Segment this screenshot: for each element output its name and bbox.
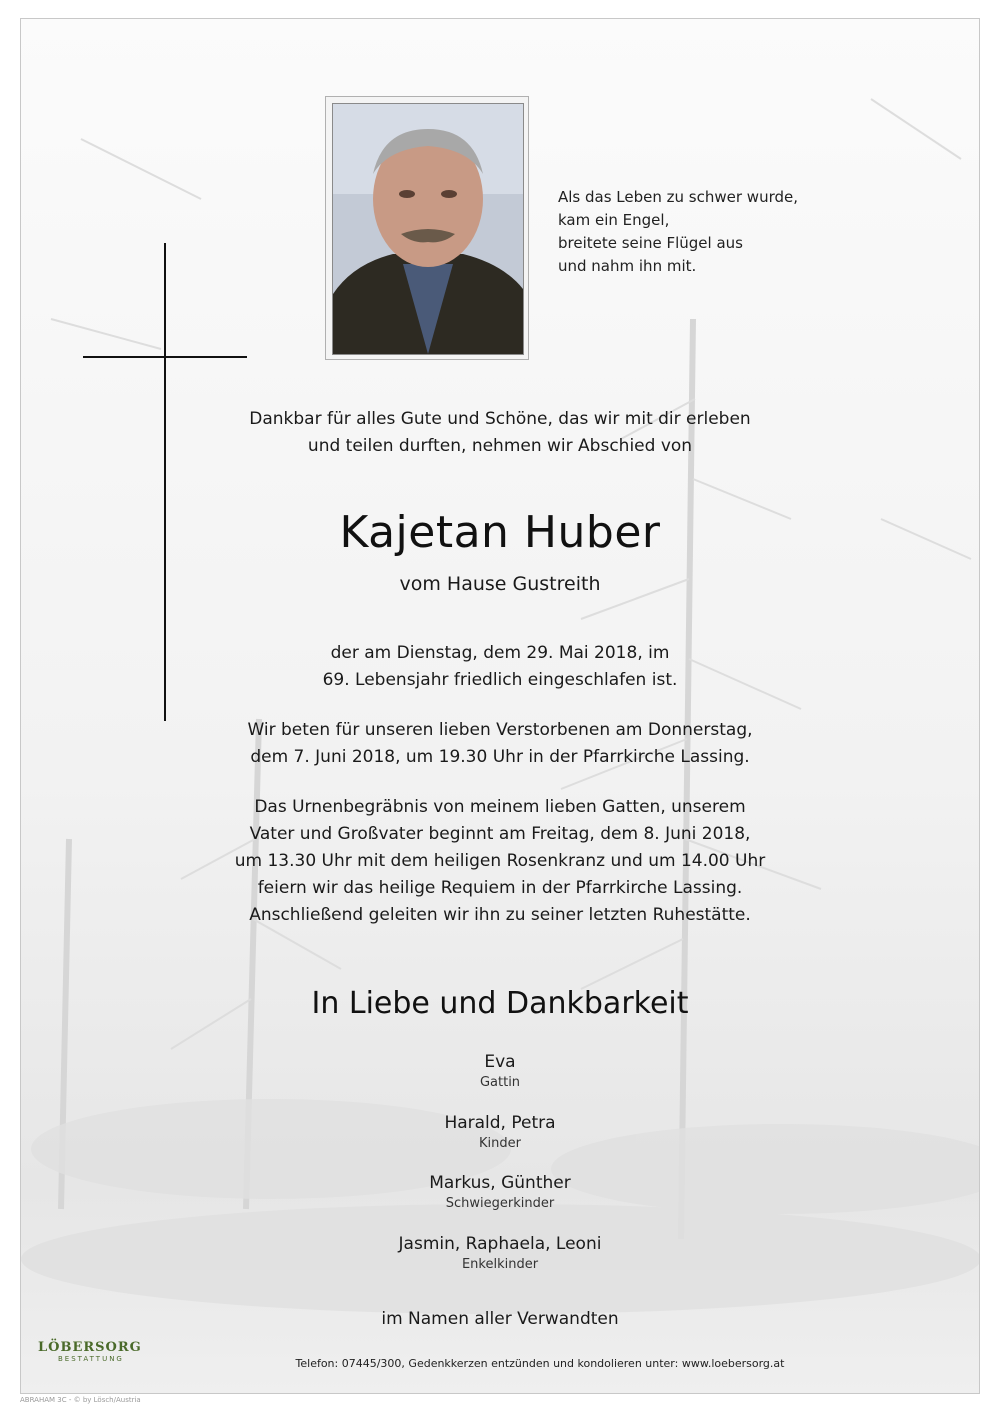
family-names: Eva [484,1052,516,1072]
funeral-line: Das Urnenbegräbnis von meinem lieben Gatten, unserem [254,797,746,817]
family-member [0,1232,1000,1274]
logo-name: LÖBERSORG [38,1340,142,1355]
family-role: Gattin [479,1075,521,1090]
death-line: 69. Lebensjahr friedlich eingeschlafen ist. [322,670,678,690]
family-names: Jasmin, Raphaela, Leoni [398,1234,602,1254]
copyright-note: ABRAHAM 3C - © by Lösch/Austria [20,1396,141,1404]
family-member [0,1050,1000,1092]
poem-line: breitete seine Flügel aus [558,234,743,252]
footer-contact: Telefon: 07445/300, Gedenkkerzen entzünden und kondolieren unter: www.loebersorg.at [295,1357,785,1370]
cross-icon-bar [83,356,247,358]
prayer-notice [0,717,1000,771]
poem-line: und nahm ihn mit. [558,257,697,275]
poem-line: kam ein Engel, [558,211,670,229]
funeral-notice [0,794,1000,929]
deceased-name: Kajetan Huber [339,507,661,558]
intro-line: und teilen durften, nehmen wir Abschied von [307,436,693,456]
family-member [0,1171,1000,1213]
family-role: Enkelkinder [461,1257,539,1272]
family-role: Schwiegerkinder [445,1196,555,1211]
family-names: Markus, Günther [429,1173,571,1193]
logo-sub: BESTATTUNG [58,1355,124,1363]
family-member [0,1111,1000,1153]
death-notice [0,640,1000,694]
funeral-line: feiern wir das heilige Requiem in der Pfarrkirche Lassing. [257,878,743,898]
intro-text [0,406,1000,460]
intro-line: Dankbar für alles Gute und Schöne, das wir mit dir erleben [249,409,751,429]
death-line: der am Dienstag, dem 29. Mai 2018, im [330,643,670,663]
prayer-line: dem 7. Juni 2018, um 19.30 Uhr in der Pfarrkirche Lassing. [250,747,750,767]
mourners-heading: In Liebe und Dankbarkeit [311,986,689,1021]
deceased-house: vom Hause Gustreith [399,573,601,595]
family-role: Kinder [479,1136,521,1151]
funeral-line: Vater und Großvater beginnt am Freitag, dem 8. Juni 2018, [249,824,751,844]
closing-line: im Namen aller Verwandten [381,1309,619,1329]
poem [558,186,818,278]
poem-line: Als das Leben zu schwer wurde, [558,188,798,206]
family-names: Harald, Petra [444,1113,556,1133]
portrait-photo [332,103,524,355]
prayer-line: Wir beten für unseren lieben Verstorbenen am Donnerstag, [247,720,753,740]
portrait-photo-frame [325,96,529,360]
funeral-line: Anschließend geleiten wir ihn zu seiner letzten Ruhestätte. [249,905,751,925]
funeral-line: um 13.30 Uhr mit dem heiligen Rosenkranz und um 14.00 Uhr [234,851,766,871]
